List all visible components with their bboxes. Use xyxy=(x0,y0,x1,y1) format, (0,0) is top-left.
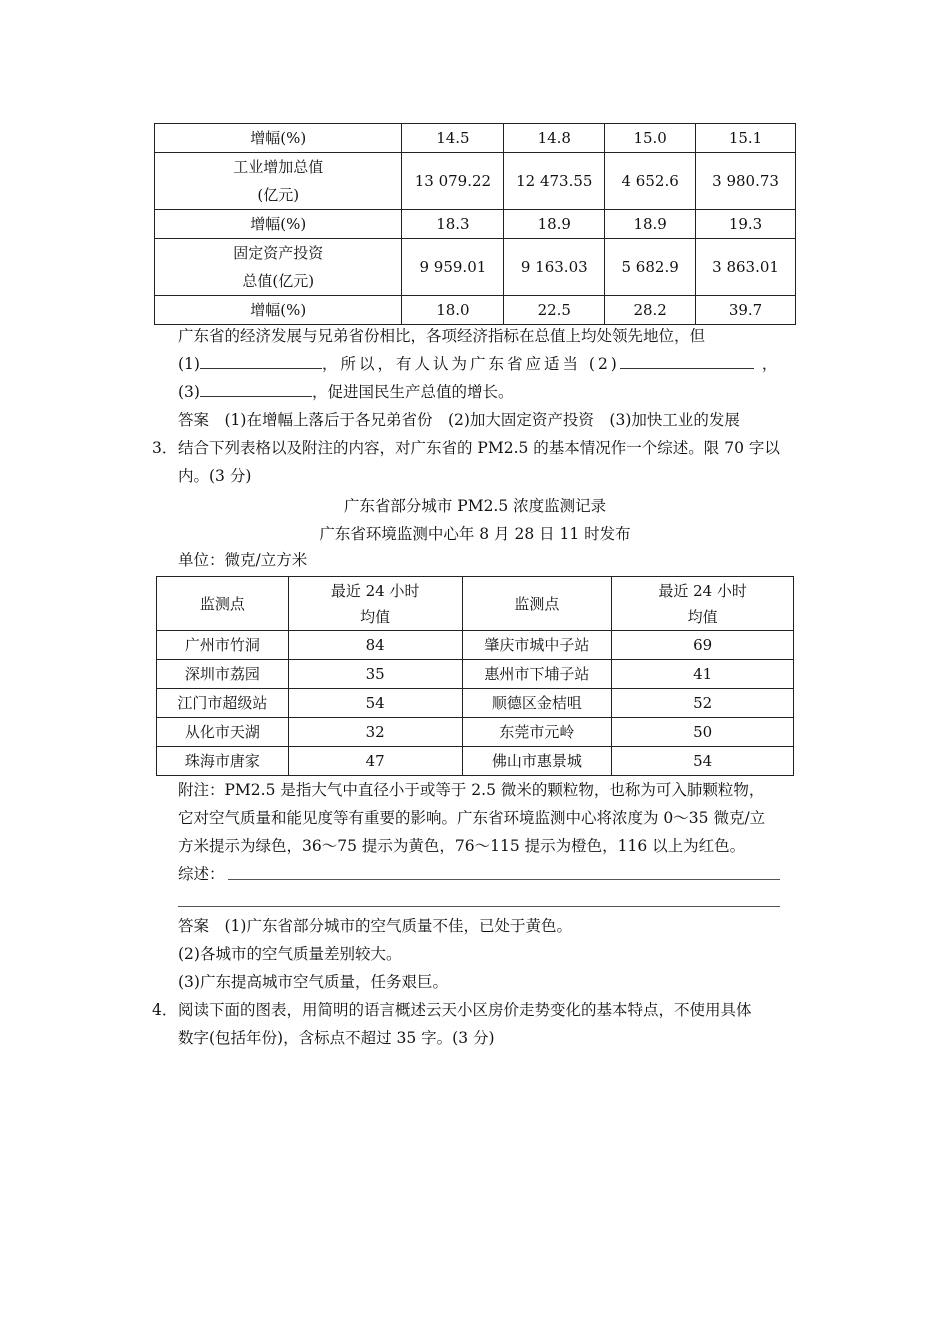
table-row xyxy=(157,747,794,776)
answer-blank-1[interactable] xyxy=(200,354,322,369)
row-label-line2: 总值(亿元) xyxy=(242,272,315,290)
header-avg-line1: 最近 24 小时 xyxy=(658,581,747,600)
note-line2: 它对空气质量和能见度等有重要的影响。广东省环境监测中心将浓度为 0～35 微克/立 xyxy=(178,809,766,827)
site-cell: 江门市超级站 xyxy=(157,689,289,718)
blank-number-3: (3) xyxy=(178,383,200,401)
q2-line2-comma: ， xyxy=(761,355,778,373)
table-title: 广东省部分城市 PM2.5 浓度监测记录 xyxy=(343,497,607,515)
table-row xyxy=(157,689,794,718)
site-cell: 广州市竹洞 xyxy=(157,631,289,660)
site-cell: 肇庆市城中子站 xyxy=(462,631,612,660)
table-cell: 22.5 xyxy=(504,296,605,325)
q2-line3 xyxy=(178,382,513,402)
q4-line2: 数字(包括年份)，含标点不超过 35 字。(3 分) xyxy=(178,1029,495,1047)
table-row xyxy=(155,124,796,153)
q4-number: 4． xyxy=(152,1001,178,1019)
q3-answer-2: (2)各城市的空气质量差别较大。 xyxy=(178,945,402,963)
note-line1: 附注：PM2.5 是指大气中直径小于或等于 2.5 微米的颗粒物，也称为可入肺颗粒物， xyxy=(178,781,765,799)
value-cell: 50 xyxy=(612,718,794,747)
summary-label: 综述： xyxy=(178,865,225,883)
site-cell: 顺德区金桔咀 xyxy=(462,689,612,718)
table-cell: 18.9 xyxy=(504,210,605,239)
table-cell: 18.9 xyxy=(605,210,696,239)
q3-answer-1: 答案 (1)广东省部分城市的空气质量不佳，已处于黄色。 xyxy=(178,917,572,935)
q4-line1: 阅读下面的图表，用简明的语言概述云天小区房价走势变化的基本特点，不使用具体 xyxy=(178,1001,752,1019)
value-cell: 32 xyxy=(288,718,462,747)
site-cell: 东莞市元岭 xyxy=(462,718,612,747)
value-cell: 47 xyxy=(288,747,462,776)
note-line3: 方米提示为绿色，36～75 提示为黄色，76～115 提示为橙色，116 以上为红色。 xyxy=(178,837,746,855)
row-label-line1: 固定资产投资 xyxy=(233,244,324,262)
table-row xyxy=(157,631,794,660)
q2-line2 xyxy=(178,354,777,374)
answer-blank-3[interactable] xyxy=(200,382,312,397)
table-cell: 5 682.9 xyxy=(605,239,696,296)
answer-blank-2[interactable] xyxy=(620,354,754,369)
value-cell: 35 xyxy=(288,660,462,689)
q3-line1: 结合下列表格以及附注的内容，对广东省的 PM2.5 的基本情况作一个综述。限 70 字以 xyxy=(178,439,780,457)
table-cell: 39.7 xyxy=(696,296,796,325)
q3-number: 3． xyxy=(152,439,178,457)
table-cell: 28.2 xyxy=(605,296,696,325)
summary-answer-line-1[interactable] xyxy=(228,879,780,880)
table-row xyxy=(155,153,796,210)
table-unit: 单位：微克/立方米 xyxy=(178,551,308,569)
table-cell: 15.0 xyxy=(605,124,696,153)
table-cell: 15.1 xyxy=(696,124,796,153)
table-cell: 13 079.22 xyxy=(402,153,504,210)
value-cell: 69 xyxy=(612,631,794,660)
header-site: 监测点 xyxy=(157,577,289,631)
value-cell: 84 xyxy=(288,631,462,660)
site-cell: 佛山市惠景城 xyxy=(462,747,612,776)
summary-answer-line-2[interactable] xyxy=(178,906,780,907)
table-cell: 18.0 xyxy=(402,296,504,325)
table-cell: 14.8 xyxy=(504,124,605,153)
table-row xyxy=(155,239,796,296)
table-cell: 9 959.01 xyxy=(402,239,504,296)
row-label: 增幅(%) xyxy=(155,124,402,153)
table-row xyxy=(157,718,794,747)
row-label xyxy=(155,153,402,210)
table-row xyxy=(155,296,796,325)
value-cell: 41 xyxy=(612,660,794,689)
q3-line2: 内。(3 分) xyxy=(178,467,252,485)
value-cell: 54 xyxy=(612,747,794,776)
site-cell: 从化市天湖 xyxy=(157,718,289,747)
table-cell: 4 652.6 xyxy=(605,153,696,210)
site-cell: 惠州市下埔子站 xyxy=(462,660,612,689)
header-avg xyxy=(612,577,794,631)
q2-line2-text: ，所以，有人认为广东省应适当 (2) xyxy=(321,355,620,373)
header-avg-line2: 均值 xyxy=(360,607,391,626)
q2-line1: 广东省的经济发展与兄弟省份相比，各项经济指标在总值上均处领先地位，但 xyxy=(178,327,706,345)
table-cell: 3 863.01 xyxy=(696,239,796,296)
row-label-line2: (亿元) xyxy=(257,186,300,204)
table-header-row xyxy=(157,577,794,631)
table-cell: 12 473.55 xyxy=(504,153,605,210)
q2-answer: 答案 (1)在增幅上落后于各兄弟省份 (2)加大固定资产投资 (3)加快工业的发展 xyxy=(178,411,740,429)
table-cell: 9 163.03 xyxy=(504,239,605,296)
header-site: 监测点 xyxy=(462,577,612,631)
table-cell: 18.3 xyxy=(402,210,504,239)
q3-answer-3: (3)广东提高城市空气质量，任务艰巨。 xyxy=(178,973,448,991)
row-label-line1: 工业增加总值 xyxy=(233,158,324,176)
table-cell: 14.5 xyxy=(402,124,504,153)
site-cell: 深圳市荔园 xyxy=(157,660,289,689)
table-row xyxy=(155,210,796,239)
row-label: 增幅(%) xyxy=(155,210,402,239)
table-cell: 19.3 xyxy=(696,210,796,239)
economic-table xyxy=(154,123,796,325)
header-avg-line2: 均值 xyxy=(687,607,718,626)
row-label: 增幅(%) xyxy=(155,296,402,325)
header-avg xyxy=(288,577,462,631)
blank-number-1: (1) xyxy=(178,355,200,373)
header-avg-line1: 最近 24 小时 xyxy=(330,581,420,600)
table-cell: 3 980.73 xyxy=(696,153,796,210)
site-cell: 珠海市唐家 xyxy=(157,747,289,776)
table-row xyxy=(157,660,794,689)
value-cell: 52 xyxy=(612,689,794,718)
table-subtitle: 广东省环境监测中心年 8 月 28 日 11 时发布 xyxy=(319,525,631,543)
q2-line3-text: ，促进国民生产总值的增长。 xyxy=(311,383,514,401)
value-cell: 54 xyxy=(288,689,462,718)
pm25-table xyxy=(156,576,794,776)
row-label xyxy=(155,239,402,296)
